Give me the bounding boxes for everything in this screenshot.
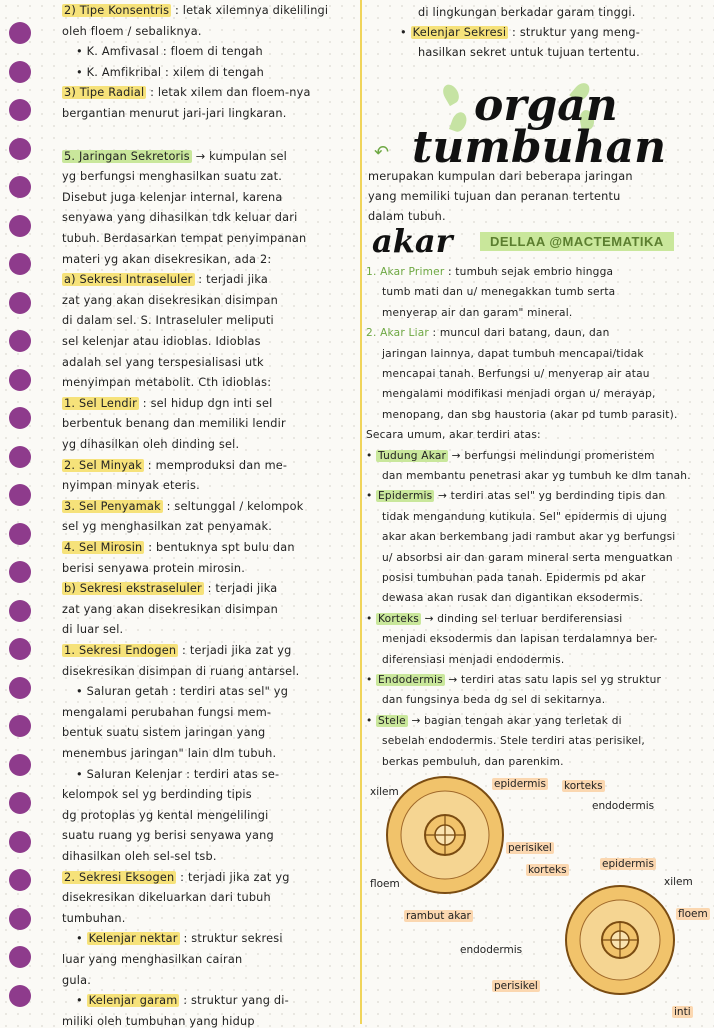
- text-line: • K. Amfikribal : xilem di tengah: [76, 65, 265, 79]
- text-line: miliki oleh tumbuhan yang hidup: [62, 1014, 255, 1028]
- label-inti: inti: [674, 1006, 691, 1018]
- text-line: sel yg menghasilkan zat penyamak.: [62, 520, 272, 534]
- text-line: dewasa akan rusak dan digantikan eksodermis.: [382, 592, 643, 605]
- highlighted-term: Korteks: [378, 612, 420, 625]
- page-title-organ: organ: [474, 80, 618, 131]
- text-line: bergantian menurut jari-jari lingkaran.: [62, 107, 287, 120]
- text-line: senyawa yang dihasilkan tdk keluar dari: [62, 211, 298, 225]
- binder-hole: [9, 369, 31, 391]
- binder-hole: [9, 253, 31, 275]
- section-title-akar: akar: [372, 222, 453, 260]
- binder-hole: [9, 330, 31, 352]
- highlighted-term: Kelenjar Sekresi: [412, 26, 507, 39]
- text-line: u/ absorbsi air dan garam mineral serta menguatkan: [382, 551, 673, 564]
- binder-hole: [9, 176, 31, 198]
- text-line: a) Sekresi Intraseluler : terjadi jika: [64, 273, 269, 287]
- text-line: mencapai tanah. Berfungsi u/ menyerap air atau: [382, 368, 650, 380]
- text-line: berisi senyawa protein mirosin.: [62, 561, 246, 575]
- highlighted-term: 2. Sel Minyak: [64, 458, 143, 472]
- binder-hole: [9, 677, 31, 699]
- text-line: diferensiasi menjadi endodermis.: [382, 653, 565, 666]
- text-line: tubuh. Berdasarkan tempat penyimpanan: [62, 232, 307, 245]
- highlighted-term: Endodermis: [378, 674, 443, 686]
- text-line: menembus jaringan" lain dlm tubuh.: [62, 747, 277, 760]
- highlighted-term: 5. Jaringan Sekretoris: [64, 149, 190, 163]
- text-line: jaringan lainnya, dapat tumbuh mencapai/tidak: [382, 347, 644, 360]
- text-line: 3) Tipe Radial : letak xilem dan floem-nya: [64, 86, 311, 100]
- binder-hole: [9, 985, 31, 1007]
- label-korteks: korteks: [564, 780, 603, 792]
- column-divider: [360, 0, 362, 1024]
- binder-hole: [9, 715, 31, 737]
- binder-hole: [9, 831, 31, 853]
- text-line: 2. Akar Liar : muncul dari batang, daun, dan: [366, 327, 610, 340]
- binder-hole: [9, 754, 31, 776]
- text-line: di dalam sel. S. Intraseluler meliputi: [62, 314, 274, 328]
- text-line: suatu ruang yg berisi senyawa yang: [62, 829, 274, 843]
- text-line: • Saluran Kelenjar : terdiri atas se-: [76, 767, 280, 781]
- binder-hole: [9, 561, 31, 583]
- binder-hole: [9, 638, 31, 660]
- text-line: tidak mengandung kutikula. Sel" epidermis di ujung: [382, 510, 667, 523]
- text-line: oleh floem / sebaliknya.: [62, 24, 202, 38]
- text-line: berbentuk benang dan memiliki lendir: [62, 417, 286, 431]
- label-endodermis: endodermis: [592, 800, 655, 812]
- text-line: posisi tumbuhan pada tanah. Epidermis pd akar: [382, 572, 646, 584]
- text-line: • Endodermis → terdiri atas satu lapis sel yg struktur: [366, 674, 662, 686]
- label-rambut-akar: rambut akar: [406, 910, 471, 922]
- text-line: mengalami perubahan fungsi mem-: [62, 705, 272, 719]
- label-xilem-2: xilem: [664, 876, 693, 888]
- highlighted-term: 1. Sekresi Endogen: [64, 644, 177, 657]
- binder-hole: [9, 523, 31, 545]
- binder-hole: [9, 215, 31, 237]
- text-line: dan membantu penetrasi akar yg tumbuh ke dlm tanah.: [382, 470, 691, 482]
- text-line: di luar sel.: [62, 623, 124, 637]
- leaf-icon: [440, 82, 462, 106]
- text-line: dihasilkan oleh sel-sel tsb.: [62, 850, 217, 863]
- text-line: menjadi eksodermis dan lapisan terdalamnya ber-: [382, 633, 658, 646]
- page-title-tumbuhan: tumbuhan: [412, 122, 667, 173]
- text-line: 2. Sekresi Eksogen : terjadi jika zat yg: [64, 870, 290, 884]
- binder-hole: [9, 99, 31, 121]
- text-line: dg protoplas yg kental mengelilingi: [62, 808, 269, 822]
- highlighted-term: a) Sekresi Intraseluler: [64, 273, 193, 287]
- highlighted-term: b) Sekresi ekstraseluler: [64, 582, 202, 596]
- text-line: kelompok sel yg berdinding tipis: [62, 788, 252, 802]
- text-line: mengalami modifikasi menjadi organ u/ merayap,: [382, 388, 656, 401]
- text-line: • Epidermis → terdiri atas sel" yg berdinding tipis dan: [366, 490, 666, 503]
- highlighted-term: 3. Sel Penyamak: [64, 499, 161, 513]
- text-line: hasilkan sekret untuk tujuan tertentu.: [418, 46, 640, 59]
- arrow-curve-icon: ↶: [374, 142, 390, 163]
- label-floem: floem: [370, 878, 400, 890]
- highlighted-term: 3) Tipe Radial: [64, 86, 145, 100]
- text-line: • Kelenjar nektar : struktur sekresi: [76, 932, 283, 946]
- text-line: sebelah endodermis. Stele terdiri atas perisikel,: [382, 735, 645, 748]
- label-endodermis-2: endodermis: [460, 944, 523, 956]
- text-line: b) Sekresi ekstraseluler : terjadi jika: [64, 582, 278, 596]
- text-line: sel kelenjar atau idioblas. Idioblas: [62, 335, 261, 348]
- text-line: bentuk suatu sistem jaringan yang: [62, 726, 266, 740]
- text-line: • Stele → bagian tengah akar yang terletak di: [366, 714, 622, 727]
- text-line: akar akan berkembang jadi rambut akar yg berfungsi: [382, 531, 676, 544]
- intro-line: yang memiliki tujuan dan peranan tertentu: [368, 190, 621, 203]
- text-line: 2) Tipe Konsentris : letak xilemnya dikelilingi: [64, 4, 329, 17]
- text-line: berkas pembuluh, dan parenkim.: [382, 755, 564, 768]
- text-line: zat yang akan disekresikan disimpan: [62, 293, 279, 307]
- text-line: • Saluran getah : terdiri atas sel" yg: [76, 685, 289, 699]
- highlighted-term: Tudung Akar: [378, 449, 447, 462]
- text-line: Secara umum, akar terdiri atas:: [366, 429, 541, 442]
- text-line: 5. Jaringan Sekretoris → kumpulan sel: [64, 149, 287, 163]
- binder-hole: [9, 869, 31, 891]
- highlighted-term: 2) Tipe Konsentris: [64, 4, 170, 17]
- binder-holes: [0, 0, 44, 1024]
- binder-hole: [9, 908, 31, 930]
- text-line: luar yang menghasilkan cairan: [62, 953, 243, 966]
- text-line: materi yg akan disekresikan, ada 2:: [62, 252, 272, 266]
- text-line: tumb mati dan u/ menegakkan tumb serta: [382, 286, 616, 299]
- highlighted-term: 1. Akar Primer: [366, 266, 445, 278]
- label-epidermis-2: epidermis: [602, 858, 654, 870]
- text-line: zat yang akan disekresikan disimpan: [62, 602, 279, 616]
- highlighted-term: 1. Sel Lendir: [64, 396, 137, 410]
- intro-line: merupakan kumpulan dari beberapa jaringan: [368, 170, 633, 183]
- binder-hole: [9, 600, 31, 622]
- highlighted-term: Epidermis: [378, 490, 433, 503]
- text-line: 1. Akar Primer : tumbuh sejak embrio hingga: [366, 266, 614, 278]
- label-floem-2: floem: [678, 908, 708, 920]
- brand-badge: DELLAA @MACTEMATIKA: [480, 232, 674, 251]
- binder-hole: [9, 407, 31, 429]
- text-line: • Kelenjar Sekresi : struktur yang meng-: [400, 26, 641, 39]
- text-line: Disebut juga kelenjar internal, karena: [62, 190, 283, 204]
- text-line: gula.: [62, 973, 91, 987]
- highlighted-term: 4. Sel Mirosin: [64, 541, 143, 554]
- text-line: menopang, dan sbg haustoria (akar pd tumb parasit).: [382, 408, 678, 421]
- text-line: • Kelenjar garam : struktur yang di-: [76, 994, 289, 1008]
- highlighted-term: 2. Akar Liar: [366, 327, 429, 340]
- text-line: • Tudung Akar → berfungsi melindungi promeristem: [366, 449, 655, 462]
- text-line: adalah sel yang terspesialisasi utk: [62, 355, 264, 369]
- text-line: • K. Amfivasal : floem di tengah: [76, 45, 263, 59]
- text-line: • Korteks → dinding sel terluar berdiferensiasi: [366, 612, 623, 625]
- highlighted-term: Kelenjar nektar: [88, 932, 178, 946]
- binder-hole: [9, 22, 31, 44]
- binder-hole: [9, 446, 31, 468]
- text-line: di lingkungan berkadar garam tinggi.: [418, 6, 636, 19]
- text-line: menyerap air dan garam" mineral.: [382, 306, 573, 319]
- text-line: 4. Sel Mirosin : bentuknya spt bulu dan: [64, 541, 295, 554]
- text-line: 1. Sel Lendir : sel hidup dgn inti sel: [64, 396, 273, 410]
- binder-hole: [9, 792, 31, 814]
- label-epidermis: epidermis: [494, 778, 546, 790]
- intro-line: dalam tubuh.: [368, 210, 446, 223]
- text-line: dan fungsinya beda dg sel di sekitarnya.: [382, 694, 606, 707]
- binder-hole: [9, 292, 31, 314]
- label-xilem: xilem: [370, 786, 399, 798]
- label-perisikel: perisikel: [508, 842, 552, 854]
- text-line: tumbuhan.: [62, 911, 126, 925]
- binder-hole: [9, 484, 31, 506]
- text-line: 1. Sekresi Endogen : terjadi jika zat yg: [64, 644, 292, 657]
- binder-hole: [9, 946, 31, 968]
- binder-hole: [9, 61, 31, 83]
- binder-hole: [9, 138, 31, 160]
- highlighted-term: 2. Sekresi Eksogen: [64, 870, 175, 884]
- text-line: yg berfungsi menghasilkan suatu zat.: [62, 170, 283, 184]
- text-line: nyimpan minyak eteris.: [62, 479, 200, 493]
- text-line: disekresikan disimpan di ruang antarsel.: [62, 664, 300, 678]
- label-korteks-2: korteks: [528, 864, 567, 876]
- text-line: 3. Sel Penyamak : seltunggal / kelompok: [64, 499, 304, 513]
- text-line: menyimpan metabolit. Cth idioblas:: [62, 376, 272, 390]
- highlighted-term: Kelenjar garam: [88, 994, 178, 1008]
- text-line: disekresikan dikeluarkan dari tubuh: [62, 891, 271, 905]
- label-perisikel-2: perisikel: [494, 980, 538, 992]
- root-diagram-2: [560, 880, 680, 1000]
- text-line: 2. Sel Minyak : memproduksi dan me-: [64, 458, 288, 472]
- text-line: yg dihasilkan oleh dinding sel.: [62, 438, 240, 451]
- highlighted-term: Stele: [378, 714, 406, 727]
